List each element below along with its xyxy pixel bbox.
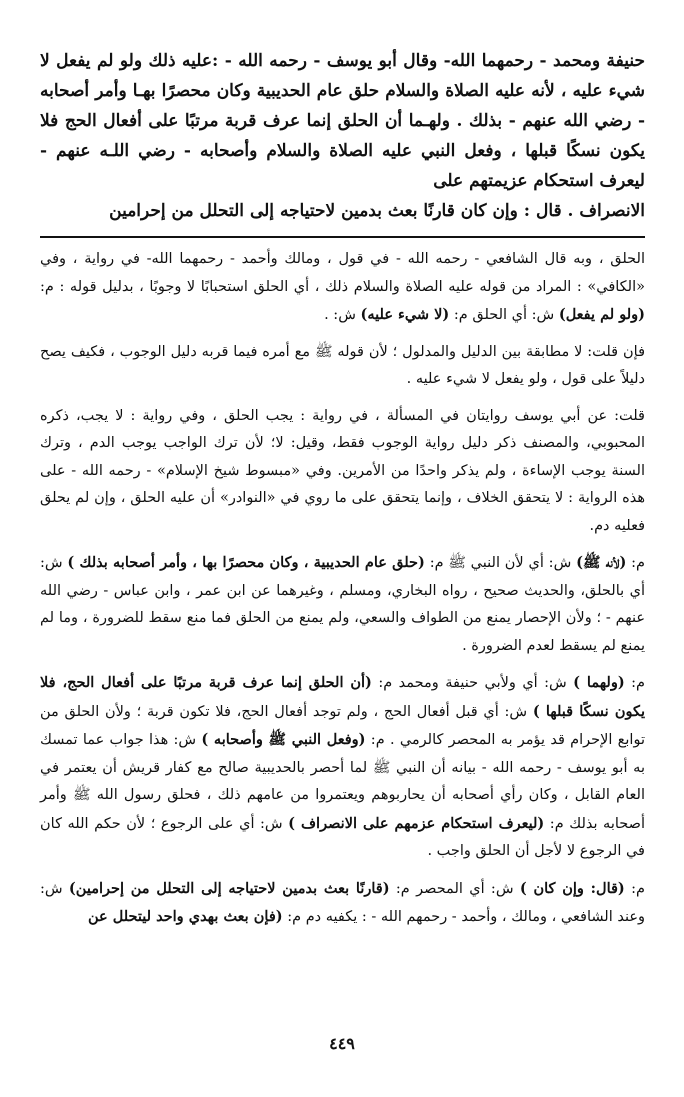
commentary-paragraph — [40, 875, 645, 932]
quoted-text: (وفعل النبي ﷺ وأصحابه ) — [201, 731, 366, 748]
main-text — [40, 46, 645, 226]
separator-rule — [40, 236, 645, 238]
main-text-body: حنيفة ومحمد - رحمهما الله- وقال أبو يوسف - رحمه الله - :عليه ذلك ولو لم يفعل لا شيء عليه ، لأنه عليه الصلاة والسلام حلق عام الحديبية وكان محصرًا بهـا وأمر أصحابه - رضي الله عنهم - بذلك . ولهـما أن الحلق إنما عرف قربة مرتبًا على أفعال الحج فلا يكون نسكًا قبلها ، وفعل النبي عليه الصلاة والسلام وأصحابه - رضي اللـه عنهم - ليعرف استحكام عزيمتهم على — [40, 51, 645, 191]
commentary — [40, 246, 645, 932]
commentary-paragraph — [40, 549, 645, 660]
quoted-text: (حلق عام الحديبية ، وكان محصرًا بها ، وأمر أصحابه بذلك ) — [67, 554, 425, 571]
commentary-paragraph — [40, 246, 645, 330]
commentary-text: م: — [624, 675, 645, 691]
commentary-text: م: — [626, 555, 645, 571]
quoted-text: (قارنًا بعث بدمين لاحتياجه إلى التحلل من إحرامين) — [68, 879, 390, 897]
commentary-paragraph — [40, 403, 645, 541]
page-number: ٤٤٩ — [329, 1034, 355, 1053]
commentary-text: الحلق ، وبه قال الشافعي - رحمه الله - في قول ، ومالك وأحمد - رحمهما الله- في رواية ، وفي «الكافي» : المراد من قوله عليه الصلاة والسلام ذلك ، أي الحلق استحبابًا لا وجوبًا ، بدليل قوله : م: — [40, 251, 645, 295]
commentary-paragraph — [40, 339, 645, 394]
commentary-text: ش: أي ولأبي حنيفة ومحمد م: — [371, 675, 574, 691]
commentary-text: ش: أي لأن النبي ﷺ م: — [424, 555, 577, 571]
commentary-text: ش: . — [324, 307, 361, 323]
quoted-text: (ولو لم يفعل) — [558, 306, 645, 323]
commentary-text: فإن قلت: لا مطابقة بين الدليل والمدلول ؛ لأن قوله ﷺ مع أمره فيما قربه دليل الوجوب ، فكيف يصح دليلاً على قول ، ولو يفعل لا شيء عليه . — [40, 343, 645, 387]
quoted-text: (قال: وإن كان ) — [519, 879, 625, 897]
commentary-text: م: — [624, 880, 645, 897]
commentary-text: ش: هذا جواب عما تمسك به أبو يوسف - رحمه الله - بيانه أن النبي ﷺ لما أحصر بالحديبية صالح مع كفار قريش أن يعتمر في العام القابل ، وكان رأي أصحابه أن يحاربوهم ويعتمروا من عامهم ذلك ، فحلق رسول الله ﷺ وأمر أصحابه بذلك م: — [40, 732, 645, 832]
quoted-text: (ليعرف استحكام عزمهم على الانصراف ) — [288, 814, 545, 832]
commentary-text: ش: أي على الرجوع ؛ لأن حكم الله كان في الرجوع لا لأجل أن الحلق واجب . — [40, 815, 645, 859]
commentary-text: ش: أي بالحلق، والحديث صحيح ، رواه البخاري، ومسلم ، وغيرهما عن ابن عمر ، وابن عباس - رضي الله عنهم - ؛ ولأن الإحصار يمنع من الطواف والسعي، ولم يمنع من الحلق فما منع سقط للضرورة ، وما لم يمنع لم يسقط لعدم الضرورة . — [40, 555, 645, 654]
commentary-text: ش: أي الحلق م: — [449, 307, 559, 323]
quoted-text: (أن الحلق إنما عرف قربة مرتبًا على أفعال الحج، فلا يكون نسكًا قبلها ) — [40, 674, 646, 720]
page-content — [40, 46, 645, 941]
commentary-text: قلت: عن أبي يوسف روايتان في المسألة ، في رواية : يجب الحلق ، وفي رواية : لا يجب، ذكره المحبوبي، والمصنف ذكر دليل رواية الوجوب فقط، وقيل: لا؛ لأن ترك الواجب يوجب الدم ، وترك السنة يوجب الإساءة ، ولم يذكر واحدًا من الأمرين. وفي «مبسوط شيخ الإسلام» - رحمه الله - على هذه الرواية : لا يتحقق الخلاف ، وإنما يتحقق على ما روي في «النوادر» أن عليه الحلق ، وإن لم يحلق فعليه دم. — [40, 407, 645, 534]
quoted-text: (فإن بعث بهدي واحد ليتحلل عن — [87, 908, 283, 925]
main-text-last-line: الانصراف . قال : وإن كان قارنًا بعث بدمين لاحتياجه إلى التحلل من إحرامين — [109, 201, 645, 221]
commentary-text: ش: أي المحصر م: — [389, 880, 520, 897]
commentary-paragraph — [40, 669, 645, 866]
quoted-text: (لأنه ﷺ) — [576, 554, 627, 571]
quoted-text: (ولهما ) — [573, 674, 625, 691]
commentary-text: ش: وعند الشافعي ، ومالك ، وأحمد - رحمهم الله - : يكفيه دم م: — [40, 880, 645, 925]
commentary-text: ش: أي قبل أفعال الحج ، ولم توجد أفعال الحج، فلا تكون قربة ؛ ولأن الحلق من توابع الإحرام قد يؤمر به المحصر كالرمي . م: — [40, 703, 645, 748]
quoted-text: (لا شيء عليه) — [360, 306, 450, 323]
